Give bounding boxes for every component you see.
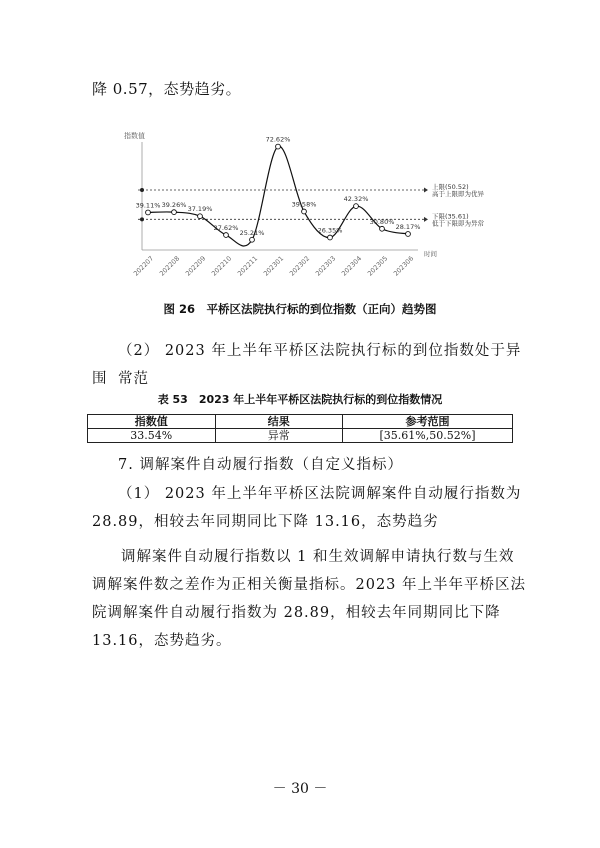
lower-bound-label: 下限(35.61): [432, 212, 469, 221]
lower-bound-dot: [140, 217, 144, 221]
data-point: [354, 204, 359, 209]
paragraph-2-line-1: （2） 2023 年上半年平桥区法院执行标的到位指数处于异常范: [118, 343, 522, 387]
data-label: 37.19%: [187, 205, 213, 214]
data-point: [224, 233, 229, 238]
data-label: 30.80%: [369, 217, 395, 226]
data-label: 39.26%: [161, 201, 187, 210]
cell-reference-range: [35.61%,50.52%]: [343, 429, 513, 443]
header-result: 结果: [215, 415, 343, 429]
x-axis-label: 时间: [424, 250, 437, 258]
cell-index-value: 33.54%: [88, 429, 216, 443]
x-tick-label: 202211: [235, 254, 260, 278]
data-label: 39.58%: [291, 200, 317, 209]
x-tick-label: 202302: [287, 254, 312, 278]
data-point: [146, 210, 151, 215]
x-tick-label: 202306: [391, 254, 416, 278]
table-header-row: [88, 415, 513, 429]
intro-paragraph-end: 降 0.57，态势趋劣。: [92, 80, 242, 98]
paragraph-7-line-2: 28.89，相较去年同期同比下降 13.16，态势趋劣: [92, 514, 439, 530]
x-tick-label: 202210: [209, 254, 234, 278]
x-tick-label: 202207: [131, 254, 156, 278]
data-point: [328, 235, 333, 240]
trend-chart: [118, 128, 484, 288]
x-tick-label: 202303: [313, 254, 338, 278]
paragraph-7-line-1: （1） 2023 年上半年平桥区法院调解案件自动履行指数为: [118, 486, 522, 502]
x-tick-label: 202301: [261, 254, 286, 278]
lower-bound-note: 低于下限即为异常: [432, 219, 484, 228]
upper-bound-note: 高于上限即为优异: [432, 190, 484, 199]
data-label: 26.35%: [317, 226, 343, 235]
upper-bound-dot: [140, 188, 144, 192]
x-tick-label: 202304: [339, 254, 364, 278]
x-tick-label: 202209: [183, 254, 208, 278]
data-label: 27.62%: [213, 224, 239, 233]
table-row: [88, 429, 513, 443]
cell-result: 异常: [215, 429, 343, 443]
paragraph-8: 调解案件自动履行指数以 1 和生效调解申请执行数与生效调解案件数之差作为正相关衡量指标。2023 年上半年平桥区法院调解案件自动履行指数为 28.89，相较去年同期同比下降 13.16，态势趋劣。: [92, 549, 527, 649]
x-tick-label: 202208: [157, 254, 182, 278]
header-reference-range: 参考范围: [343, 415, 513, 429]
header-index-value: 指数值: [88, 415, 216, 429]
upper-bound-label: 上限(50.52): [432, 183, 469, 192]
index-table: [87, 414, 513, 443]
series-line: [148, 146, 408, 246]
y-axis-label: 指数值: [124, 132, 145, 140]
data-label: 39.11%: [135, 201, 161, 210]
table-caption: 表 53 2023 年上半年平桥区法院执行标的到位指数情况: [157, 393, 443, 406]
data-label: 72.62%: [265, 135, 291, 144]
data-label: 25.21%: [239, 228, 265, 237]
lower-bound-arrow: [424, 217, 428, 222]
trend-chart-svg: [118, 128, 484, 288]
data-point: [276, 144, 281, 149]
data-point: [302, 209, 307, 214]
paragraph-2-line-2: 围: [92, 371, 108, 387]
figure-caption: 图 26 平桥区法院执行标的到位指数（正向）趋势图: [163, 302, 437, 316]
data-label: 42.32%: [343, 195, 369, 204]
data-point: [198, 214, 203, 219]
data-point: [250, 237, 255, 242]
upper-bound-arrow: [424, 188, 428, 193]
data-point: [380, 226, 385, 231]
page-number: － 30 －: [272, 781, 328, 797]
x-tick-label: 202305: [365, 254, 390, 278]
data-point: [406, 232, 411, 237]
data-label: 28.17%: [395, 222, 421, 231]
data-point: [172, 210, 177, 215]
section-heading-7: 7. 调解案件自动履行指数（自定义指标）: [118, 457, 403, 473]
